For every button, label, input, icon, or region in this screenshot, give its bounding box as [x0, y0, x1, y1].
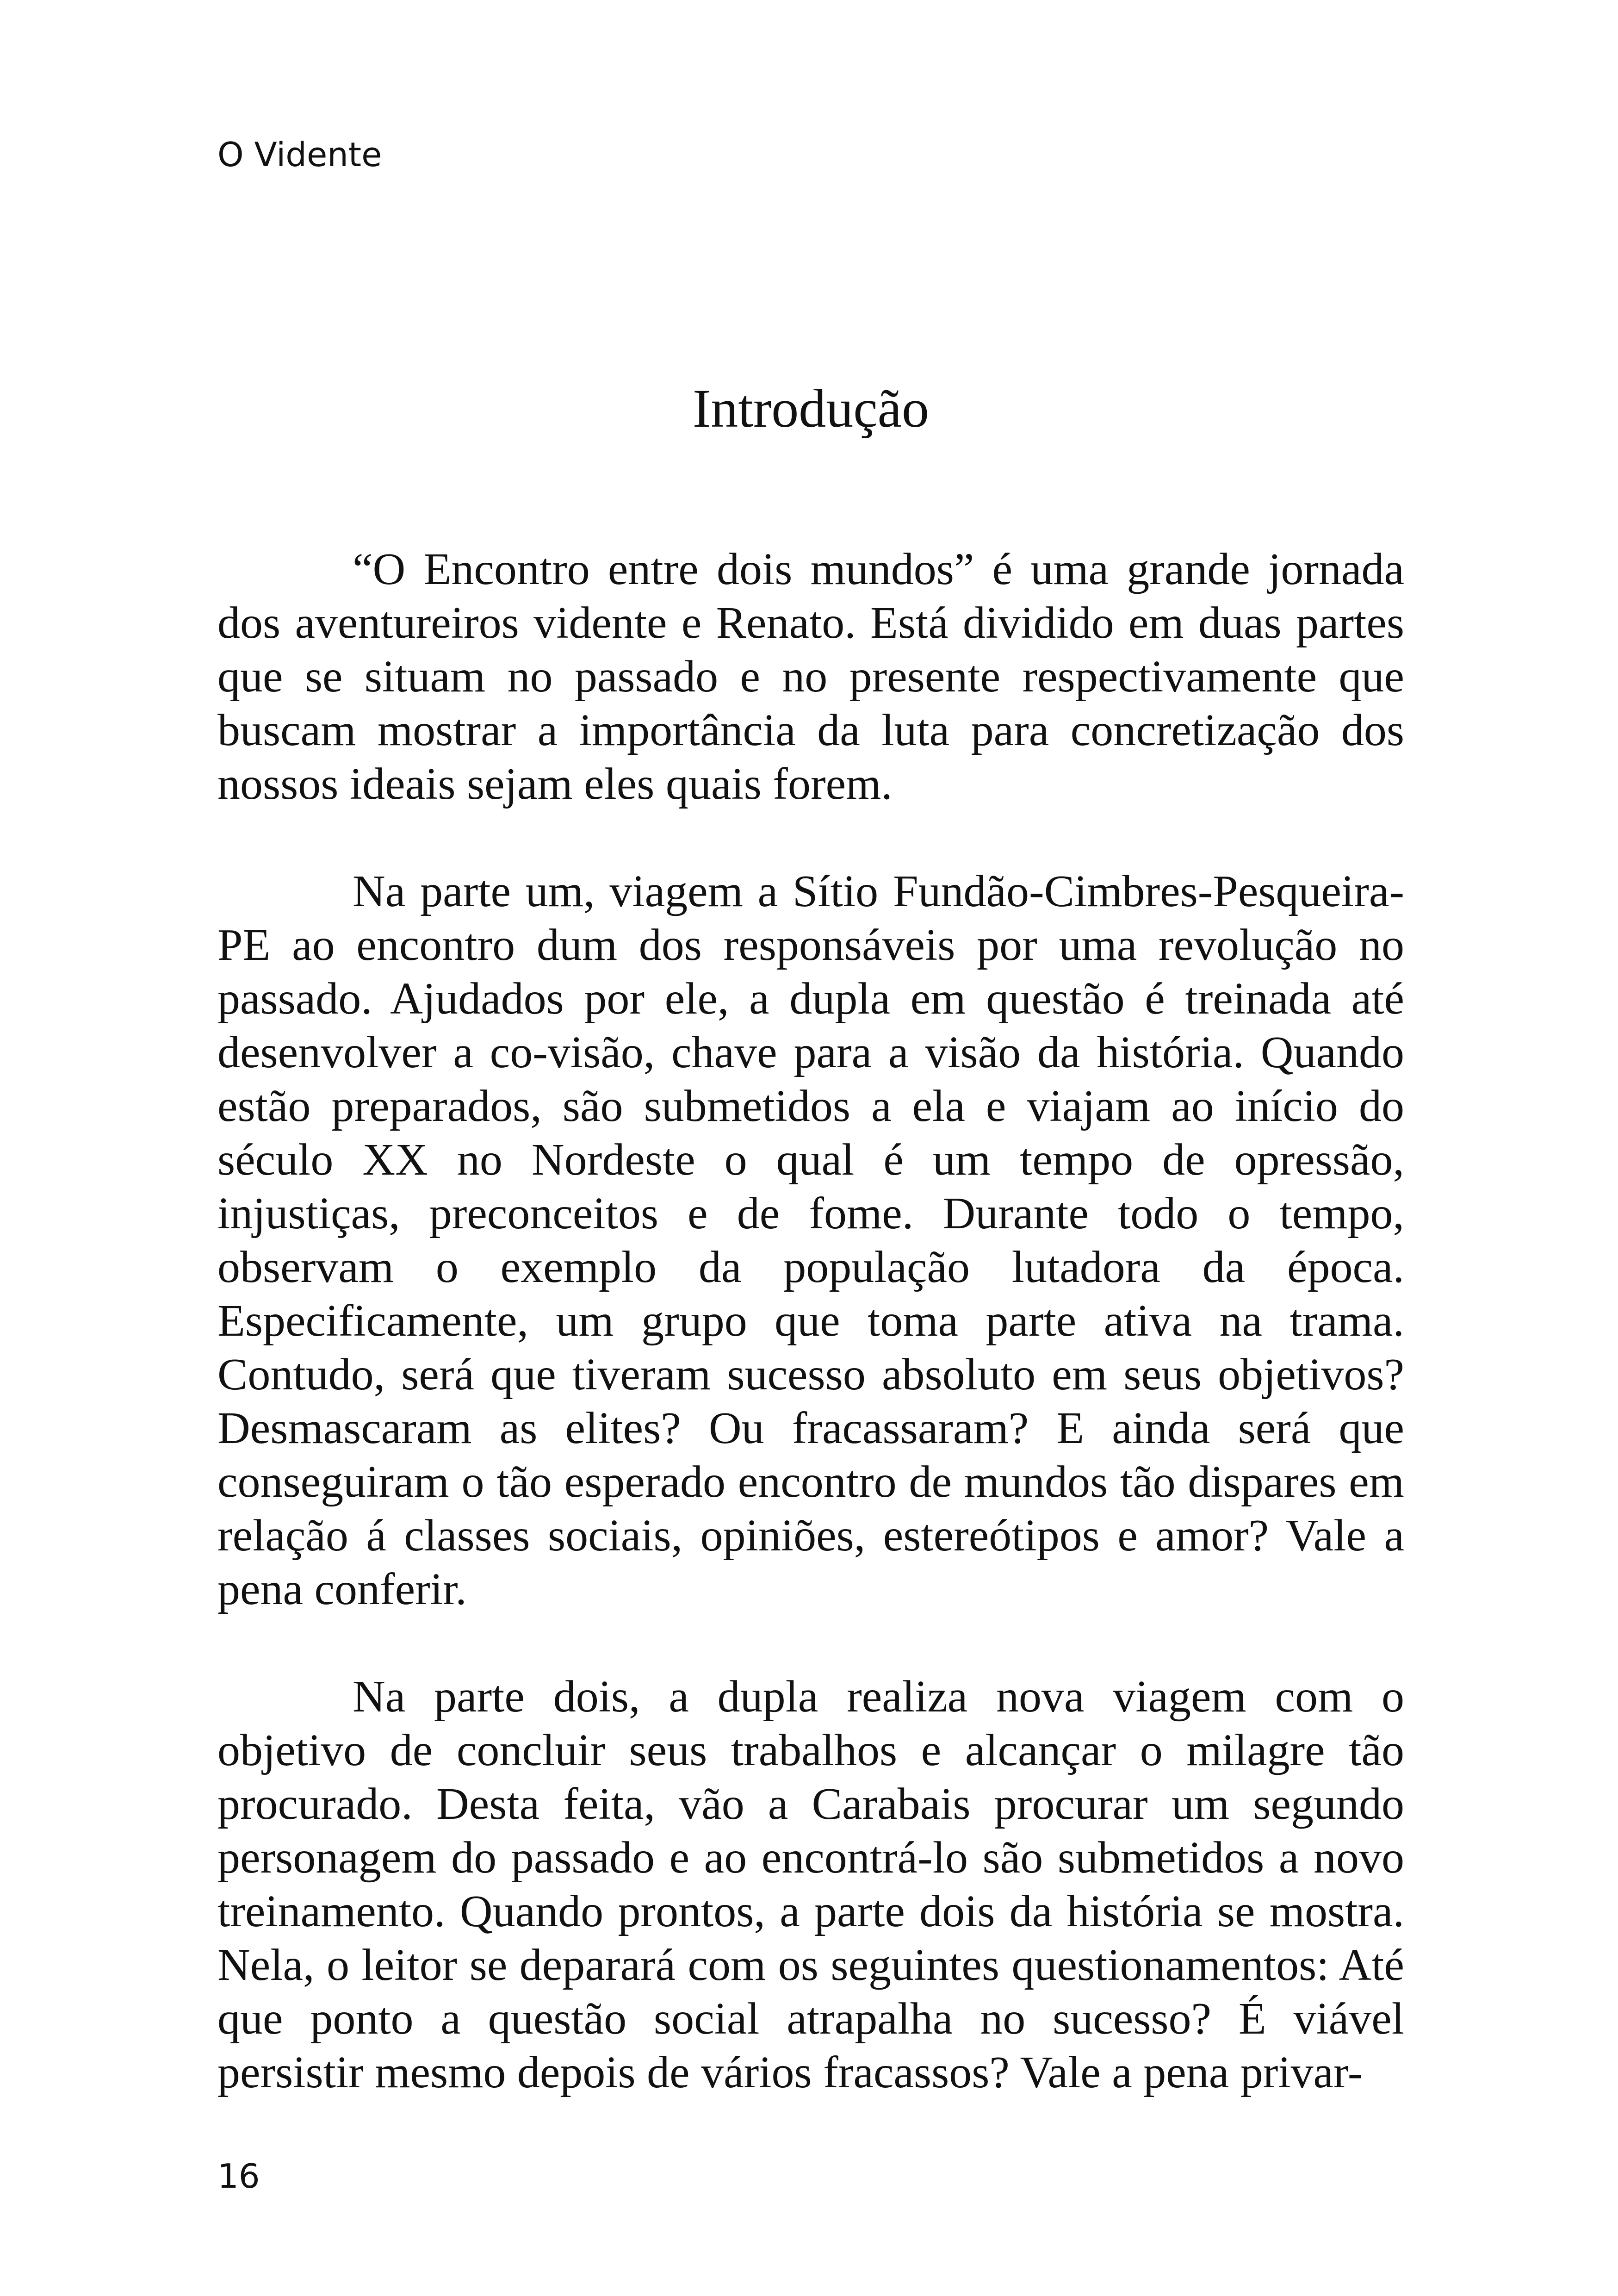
- body-text: [217, 542, 1404, 2153]
- paragraph-part-one: Na parte um, viagem a Sítio Fundão-Cimbres-Pesqueira-PE ao encontro dum dos responsáveis por uma revolução no passado. Ajudados por ele, a dupla em questão é treinada até desenvolver a co-visão, chave para a visão da história. Quando estão preparados, são submetidos a ela e viajam ao início do século XX no Nordeste o qual é um tempo de opressão, injustiças, preconceitos e de fome. Durante todo o tempo, observam o exemplo da população lutadora da época. Especificamente, um grupo que toma parte ativa na trama. Contudo, será que tiveram sucesso absoluto em seus objetivos? Desmascaram as elites? Ou fracassaram? E ainda será que conseguiram o tão esperado encontro de mundos tão dispares em relação á classes sociais, opiniões, estereótipos e amor? Vale a pena conferir.: [217, 866, 1404, 1614]
- paragraph-intro: “O Encontro entre dois mundos” é uma grande jornada dos aventureiros vidente e Renato. Está dividido em duas partes que se situam no passado e no presente respectivamente que buscam mostrar a importância da luta para concretização dos nossos ideais sejam eles quais forem.: [217, 544, 1404, 809]
- paragraph-part-two: Na parte dois, a dupla realiza nova viagem com o objetivo de concluir seus trabalhos e alcançar o milagre tão procurado. Desta feita, vão a Carabais procurar um segundo personagem do passado e ao encontrá-lo são submetidos a novo treinamento. Quando prontos, a parte dois da história se mostra. Nela, o leitor se deparará com os seguintes questionamentos: Até que ponto a questão social atrapalha no sucesso? É viável persistir mesmo depois de vários fracassos? Vale a pena privar-: [217, 1672, 1404, 2097]
- running-header: O Vidente: [217, 135, 382, 174]
- chapter-title: Introdução: [692, 378, 930, 439]
- page-number: 16: [217, 2157, 260, 2196]
